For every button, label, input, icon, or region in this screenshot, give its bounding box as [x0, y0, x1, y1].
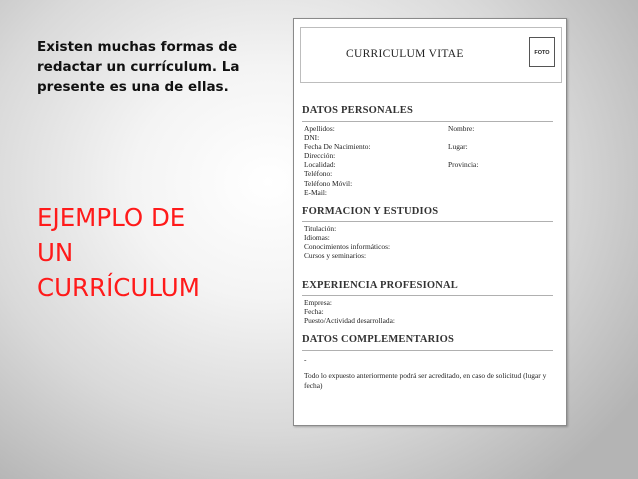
field-label: Nombre: [448, 124, 475, 133]
field-label: Teléfono: [304, 169, 333, 179]
photo-placeholder: FOTO [529, 37, 555, 67]
field-label: Lugar: [448, 142, 468, 151]
field-label: Localidad: [304, 160, 336, 170]
section-divider [302, 221, 553, 222]
field-label: Provincia: [448, 160, 479, 169]
section-divider [302, 295, 553, 296]
experience-fields [304, 298, 395, 325]
field-label: Teléfono Móvil: [304, 178, 353, 188]
field-label: Idiomas: [304, 233, 330, 243]
field-label: Apellidos: [304, 124, 335, 133]
title-line-3: CURRÍCULUM [37, 273, 200, 302]
field-label: Empresa: [304, 298, 332, 307]
education-fields [304, 224, 390, 260]
title-line-2: UN [37, 238, 74, 267]
section-divider [302, 350, 553, 351]
section-experience-heading: EXPERIENCIA PROFESIONAL [302, 280, 458, 291]
slide-title [37, 200, 257, 305]
field-label: Puesto/Actividad desarrollada: [304, 316, 395, 326]
field-label: Fecha: [304, 307, 324, 317]
title-line-1: EJEMPLO DE [37, 203, 186, 232]
cv-header-title: CURRICULUM VITAE [346, 48, 464, 60]
cv-header-box [300, 27, 562, 83]
section-complementary-heading: DATOS COMPLEMENTARIOS [302, 334, 455, 345]
field-label: DNI: [304, 133, 320, 143]
section-personal-heading: DATOS PERSONALES [302, 105, 414, 116]
field-label: Fecha De Nacimiento: [304, 142, 371, 152]
field-label: Cursos y seminarios: [304, 251, 366, 261]
field-label: Conocimientos informáticos: [304, 242, 391, 252]
cv-document-image [293, 18, 567, 426]
personal-fields [304, 124, 371, 197]
section-education-heading: FORMACION Y ESTUDIOS [302, 206, 439, 217]
section-divider [302, 121, 553, 122]
field-label: Titulación: [304, 224, 337, 233]
intro-text: Existen muchas formas de redactar un currículum. La presente es una de ellas. [37, 39, 240, 95]
field-label: Dirección: [304, 151, 336, 161]
bullet-marker: - [304, 355, 307, 364]
cv-footer-note: Todo lo expuesto anteriormente podrá ser acreditado, en caso de solicitud (lugar y fecha) [304, 371, 547, 390]
field-label: E-Mail: [304, 187, 327, 197]
